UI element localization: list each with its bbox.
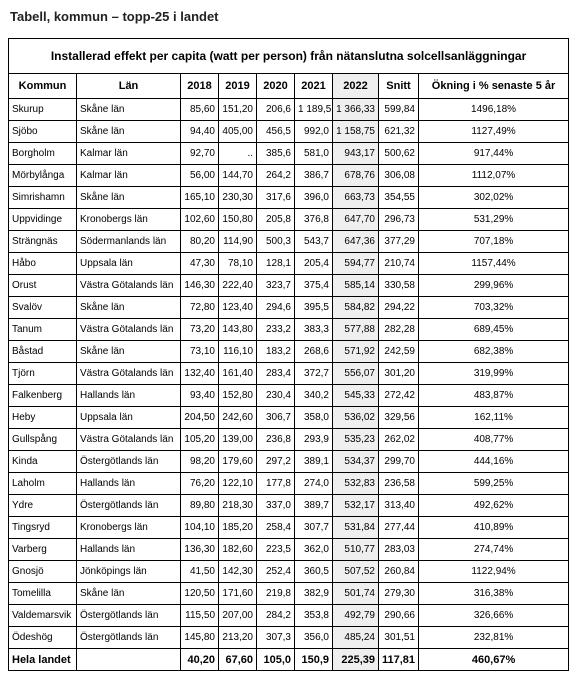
cell-y2021: 383,3 [295, 319, 333, 341]
total-row [9, 649, 569, 671]
cell-y2021: 396,0 [295, 187, 333, 209]
header-2019: 2019 [219, 74, 257, 99]
cell-y2021: 389,7 [295, 495, 333, 517]
cell-y2019: 122,10 [219, 473, 257, 495]
cell-y2022: 584,82 [333, 297, 379, 319]
cell-y2019: 222,40 [219, 275, 257, 297]
cell-y2021: 386,7 [295, 165, 333, 187]
cell-kommun: Laholm [9, 473, 77, 495]
cell-y2018: 98,20 [181, 451, 219, 473]
cell-lan: Jönköpings län [77, 561, 181, 583]
cell-y2022: 647,70 [333, 209, 379, 231]
cell-y2018: 145,80 [181, 627, 219, 649]
cell-y2019: 151,20 [219, 99, 257, 121]
cell-y2021: 340,2 [295, 385, 333, 407]
cell-kommun: Valdemarsvik [9, 605, 77, 627]
cell-y2020: 252,4 [257, 561, 295, 583]
cell-lan: Östergötlands län [77, 605, 181, 627]
cell-snitt: 279,30 [379, 583, 419, 605]
cell-kommun: Svalöv [9, 297, 77, 319]
cell-okning: 689,45% [419, 319, 569, 341]
cell-okning: 492,62% [419, 495, 569, 517]
cell-y2020: 306,7 [257, 407, 295, 429]
cell-snitt: 299,70 [379, 451, 419, 473]
cell-y2018: 94,40 [181, 121, 219, 143]
table-row [9, 253, 569, 275]
table-row [9, 407, 569, 429]
cell-kommun: Håbo [9, 253, 77, 275]
cell-kommun: Båstad [9, 341, 77, 363]
cell-lan: Västra Götalands län [77, 319, 181, 341]
cell-y2019: 142,30 [219, 561, 257, 583]
cell-lan: Hallands län [77, 385, 181, 407]
cell-lan: Kronobergs län [77, 517, 181, 539]
cell-y2019: 116,10 [219, 341, 257, 363]
cell-okning: 1122,94% [419, 561, 569, 583]
cell-snitt: 277,44 [379, 517, 419, 539]
cell-y2021: 543,7 [295, 231, 333, 253]
cell-y2021: 375,4 [295, 275, 333, 297]
cell-y2018: 132,40 [181, 363, 219, 385]
table-row [9, 451, 569, 473]
table-row [9, 319, 569, 341]
table-row [9, 583, 569, 605]
cell-y2020: 206,6 [257, 99, 295, 121]
cell-y2021: 581,0 [295, 143, 333, 165]
cell-y2018: 73,10 [181, 341, 219, 363]
cell-y2022: 501,74 [333, 583, 379, 605]
cell-y2019: 144,70 [219, 165, 257, 187]
cell-y2019: 179,60 [219, 451, 257, 473]
table-row [9, 473, 569, 495]
cell-y2020: 219,8 [257, 583, 295, 605]
cell-okning: 682,38% [419, 341, 569, 363]
cell-y2021: 205,4 [295, 253, 333, 275]
cell-kommun: Tomelilla [9, 583, 77, 605]
cell-okning: 1112,07% [419, 165, 569, 187]
header-2018: 2018 [181, 74, 219, 99]
header-row [9, 74, 569, 99]
cell-y2021: 293,9 [295, 429, 333, 451]
header-2022: 2022 [333, 74, 379, 99]
cell-y2021: 376,8 [295, 209, 333, 231]
header-2021: 2021 [295, 74, 333, 99]
cell-lan: Östergötlands län [77, 451, 181, 473]
cell-kommun: Ydre [9, 495, 77, 517]
cell-y2020: 337,0 [257, 495, 295, 517]
cell-y2020: 456,5 [257, 121, 295, 143]
cell-lan: Hallands län [77, 539, 181, 561]
cell-y2022: 1 158,75 [333, 121, 379, 143]
cell-snitt: 282,28 [379, 319, 419, 341]
cell-y2021: 992,0 [295, 121, 333, 143]
cell-y2020: 233,2 [257, 319, 295, 341]
table-row [9, 209, 569, 231]
cell-y2018: 92,70 [181, 143, 219, 165]
cell-y2018: 93,40 [181, 385, 219, 407]
cell-y2019: 78,10 [219, 253, 257, 275]
cell-y2018: 165,10 [181, 187, 219, 209]
cell-y2018: 146,30 [181, 275, 219, 297]
cell-y2021: 1 189,5 [295, 99, 333, 121]
cell-y2018: 56,00 [181, 165, 219, 187]
cell-y2019: .. [219, 143, 257, 165]
cell-y2018: 85,60 [181, 99, 219, 121]
cell-y2022: 663,73 [333, 187, 379, 209]
cell-y2018: 105,20 [181, 429, 219, 451]
table-row [9, 605, 569, 627]
cell-y2022: 571,92 [333, 341, 379, 363]
cell-y2020: 500,3 [257, 231, 295, 253]
cell-kommun: Tanum [9, 319, 77, 341]
cell-y2020: 283,4 [257, 363, 295, 385]
cell-y2022: 556,07 [333, 363, 379, 385]
table-row [9, 429, 569, 451]
cell-snitt: 301,51 [379, 627, 419, 649]
cell-y2022: 492,79 [333, 605, 379, 627]
cell-y2018: 136,30 [181, 539, 219, 561]
table-row [9, 539, 569, 561]
cell-lan: Västra Götalands län [77, 363, 181, 385]
cell-y2022: 536,02 [333, 407, 379, 429]
cell-kommun: Gnosjö [9, 561, 77, 583]
cell-snitt: 354,55 [379, 187, 419, 209]
cell-y2019: 171,60 [219, 583, 257, 605]
cell-y2020: 258,4 [257, 517, 295, 539]
table-row [9, 143, 569, 165]
cell-y2021: 360,5 [295, 561, 333, 583]
cell-y2019: 242,60 [219, 407, 257, 429]
cell-y2018: 41,50 [181, 561, 219, 583]
cell-kommun: Simrishamn [9, 187, 77, 209]
cell-okning: 707,18% [419, 231, 569, 253]
header-okning: Ökning i % senaste 5 år [419, 74, 569, 99]
cell-snitt: 500,62 [379, 143, 419, 165]
table-row [9, 275, 569, 297]
cell-y2018: 115,50 [181, 605, 219, 627]
total-2019: 67,60 [219, 649, 257, 671]
cell-y2022: 545,33 [333, 385, 379, 407]
data-table [8, 38, 569, 671]
cell-y2022: 532,83 [333, 473, 379, 495]
cell-y2022: 1 366,33 [333, 99, 379, 121]
header-kommun: Kommun [9, 74, 77, 99]
cell-kommun: Strängnäs [9, 231, 77, 253]
cell-snitt: 330,58 [379, 275, 419, 297]
cell-y2019: 207,00 [219, 605, 257, 627]
cell-lan: Kalmar län [77, 143, 181, 165]
cell-snitt: 599,84 [379, 99, 419, 121]
cell-y2018: 47,30 [181, 253, 219, 275]
cell-y2022: 510,77 [333, 539, 379, 561]
cell-kommun: Borgholm [9, 143, 77, 165]
cell-y2019: 213,20 [219, 627, 257, 649]
cell-y2022: 678,76 [333, 165, 379, 187]
total-okning: 460,67% [419, 649, 569, 671]
cell-snitt: 262,02 [379, 429, 419, 451]
cell-y2020: 205,8 [257, 209, 295, 231]
cell-y2018: 73,20 [181, 319, 219, 341]
total-2018: 40,20 [181, 649, 219, 671]
cell-y2018: 76,20 [181, 473, 219, 495]
cell-kommun: Falkenberg [9, 385, 77, 407]
cell-y2020: 297,2 [257, 451, 295, 473]
cell-kommun: Sjöbo [9, 121, 77, 143]
cell-y2019: 150,80 [219, 209, 257, 231]
table-row [9, 561, 569, 583]
cell-snitt: 283,03 [379, 539, 419, 561]
cell-snitt: 377,29 [379, 231, 419, 253]
table-row [9, 495, 569, 517]
header-lan: Län [77, 74, 181, 99]
cell-lan: Skåne län [77, 187, 181, 209]
table-row [9, 165, 569, 187]
cell-y2022: 585,14 [333, 275, 379, 297]
cell-okning: 319,99% [419, 363, 569, 385]
cell-okning: 703,32% [419, 297, 569, 319]
cell-snitt: 242,59 [379, 341, 419, 363]
cell-y2021: 353,8 [295, 605, 333, 627]
cell-y2022: 507,52 [333, 561, 379, 583]
page-heading: Tabell, kommun – topp-25 i landet [10, 9, 219, 24]
cell-y2022: 594,77 [333, 253, 379, 275]
cell-y2018: 89,80 [181, 495, 219, 517]
cell-kommun: Kinda [9, 451, 77, 473]
cell-y2021: 268,6 [295, 341, 333, 363]
cell-okning: 274,74% [419, 539, 569, 561]
cell-lan: Södermanlands län [77, 231, 181, 253]
cell-okning: 1127,49% [419, 121, 569, 143]
cell-kommun: Tingsryd [9, 517, 77, 539]
cell-y2020: 236,8 [257, 429, 295, 451]
cell-y2022: 534,37 [333, 451, 379, 473]
cell-y2021: 372,7 [295, 363, 333, 385]
cell-y2020: 385,6 [257, 143, 295, 165]
header-snitt: Snitt [379, 74, 419, 99]
cell-y2020: 223,5 [257, 539, 295, 561]
cell-y2018: 72,80 [181, 297, 219, 319]
cell-y2020: 317,6 [257, 187, 295, 209]
cell-snitt: 329,56 [379, 407, 419, 429]
cell-y2020: 307,3 [257, 627, 295, 649]
cell-lan: Kronobergs län [77, 209, 181, 231]
cell-okning: 444,16% [419, 451, 569, 473]
cell-okning: 326,66% [419, 605, 569, 627]
total-2022: 225,39 [333, 649, 379, 671]
cell-lan: Uppsala län [77, 407, 181, 429]
cell-kommun: Heby [9, 407, 77, 429]
cell-y2019: 161,40 [219, 363, 257, 385]
cell-y2021: 362,0 [295, 539, 333, 561]
cell-y2019: 185,20 [219, 517, 257, 539]
cell-y2018: 104,10 [181, 517, 219, 539]
cell-y2021: 307,7 [295, 517, 333, 539]
cell-y2021: 389,1 [295, 451, 333, 473]
table-row [9, 627, 569, 649]
cell-snitt: 306,08 [379, 165, 419, 187]
cell-snitt: 313,40 [379, 495, 419, 517]
cell-okning: 599,25% [419, 473, 569, 495]
cell-y2018: 204,50 [181, 407, 219, 429]
cell-y2019: 230,30 [219, 187, 257, 209]
cell-okning: 408,77% [419, 429, 569, 451]
cell-y2022: 532,17 [333, 495, 379, 517]
cell-snitt: 296,73 [379, 209, 419, 231]
cell-kommun: Tjörn [9, 363, 77, 385]
cell-okning: 410,89% [419, 517, 569, 539]
total-snitt: 117,81 [379, 649, 419, 671]
table-row [9, 231, 569, 253]
total-2021: 150,9 [295, 649, 333, 671]
cell-y2020: 128,1 [257, 253, 295, 275]
cell-lan: Östergötlands län [77, 627, 181, 649]
cell-okning: 232,81% [419, 627, 569, 649]
cell-okning: 483,87% [419, 385, 569, 407]
cell-lan: Uppsala län [77, 253, 181, 275]
total-kommun: Hela landet [9, 649, 77, 671]
cell-y2021: 274,0 [295, 473, 333, 495]
table-row [9, 99, 569, 121]
cell-lan: Västra Götalands län [77, 275, 181, 297]
cell-y2020: 323,7 [257, 275, 295, 297]
table-row [9, 363, 569, 385]
total-lan [77, 649, 181, 671]
cell-lan: Östergötlands län [77, 495, 181, 517]
cell-kommun: Gullspång [9, 429, 77, 451]
cell-lan: Skåne län [77, 341, 181, 363]
cell-kommun: Mörbylånga [9, 165, 77, 187]
cell-lan: Hallands län [77, 473, 181, 495]
cell-okning: 917,44% [419, 143, 569, 165]
cell-y2018: 102,60 [181, 209, 219, 231]
cell-okning: 1157,44% [419, 253, 569, 275]
cell-y2022: 531,84 [333, 517, 379, 539]
cell-kommun: Varberg [9, 539, 77, 561]
cell-y2019: 218,30 [219, 495, 257, 517]
cell-snitt: 260,84 [379, 561, 419, 583]
cell-y2020: 294,6 [257, 297, 295, 319]
cell-okning: 531,29% [419, 209, 569, 231]
cell-y2022: 943,17 [333, 143, 379, 165]
cell-snitt: 210,74 [379, 253, 419, 275]
cell-y2021: 382,9 [295, 583, 333, 605]
cell-y2019: 182,60 [219, 539, 257, 561]
cell-lan: Kalmar län [77, 165, 181, 187]
cell-y2022: 535,23 [333, 429, 379, 451]
cell-y2022: 485,24 [333, 627, 379, 649]
cell-lan: Skåne län [77, 583, 181, 605]
total-2020: 105,0 [257, 649, 295, 671]
table-body [9, 99, 569, 649]
cell-lan: Skåne län [77, 121, 181, 143]
table-row [9, 297, 569, 319]
cell-y2019: 143,80 [219, 319, 257, 341]
cell-y2019: 114,90 [219, 231, 257, 253]
cell-snitt: 301,20 [379, 363, 419, 385]
cell-y2021: 395,5 [295, 297, 333, 319]
cell-y2022: 647,36 [333, 231, 379, 253]
table-title: Installerad effekt per capita (watt per person) från nätanslutna solcellsanläggningar [9, 39, 569, 74]
cell-y2020: 177,8 [257, 473, 295, 495]
cell-okning: 162,11% [419, 407, 569, 429]
cell-y2022: 577,88 [333, 319, 379, 341]
cell-lan: Skåne län [77, 99, 181, 121]
table-row [9, 341, 569, 363]
cell-y2021: 358,0 [295, 407, 333, 429]
cell-kommun: Ödeshög [9, 627, 77, 649]
cell-y2019: 123,40 [219, 297, 257, 319]
cell-y2020: 264,2 [257, 165, 295, 187]
cell-y2019: 152,80 [219, 385, 257, 407]
cell-y2020: 284,2 [257, 605, 295, 627]
cell-snitt: 236,58 [379, 473, 419, 495]
cell-snitt: 294,22 [379, 297, 419, 319]
cell-y2018: 80,20 [181, 231, 219, 253]
cell-lan: Skåne län [77, 297, 181, 319]
cell-y2019: 405,00 [219, 121, 257, 143]
table-row [9, 517, 569, 539]
cell-snitt: 621,32 [379, 121, 419, 143]
table-row [9, 121, 569, 143]
cell-y2020: 230,4 [257, 385, 295, 407]
cell-okning: 316,38% [419, 583, 569, 605]
cell-okning: 302,02% [419, 187, 569, 209]
cell-lan: Västra Götalands län [77, 429, 181, 451]
cell-okning: 299,96% [419, 275, 569, 297]
cell-y2021: 356,0 [295, 627, 333, 649]
header-2020: 2020 [257, 74, 295, 99]
cell-kommun: Uppvidinge [9, 209, 77, 231]
table-row [9, 187, 569, 209]
cell-y2019: 139,00 [219, 429, 257, 451]
cell-y2020: 183,2 [257, 341, 295, 363]
table-row [9, 385, 569, 407]
cell-y2018: 120,50 [181, 583, 219, 605]
cell-okning: 1496,18% [419, 99, 569, 121]
cell-kommun: Orust [9, 275, 77, 297]
cell-kommun: Skurup [9, 99, 77, 121]
cell-snitt: 290,66 [379, 605, 419, 627]
cell-snitt: 272,42 [379, 385, 419, 407]
